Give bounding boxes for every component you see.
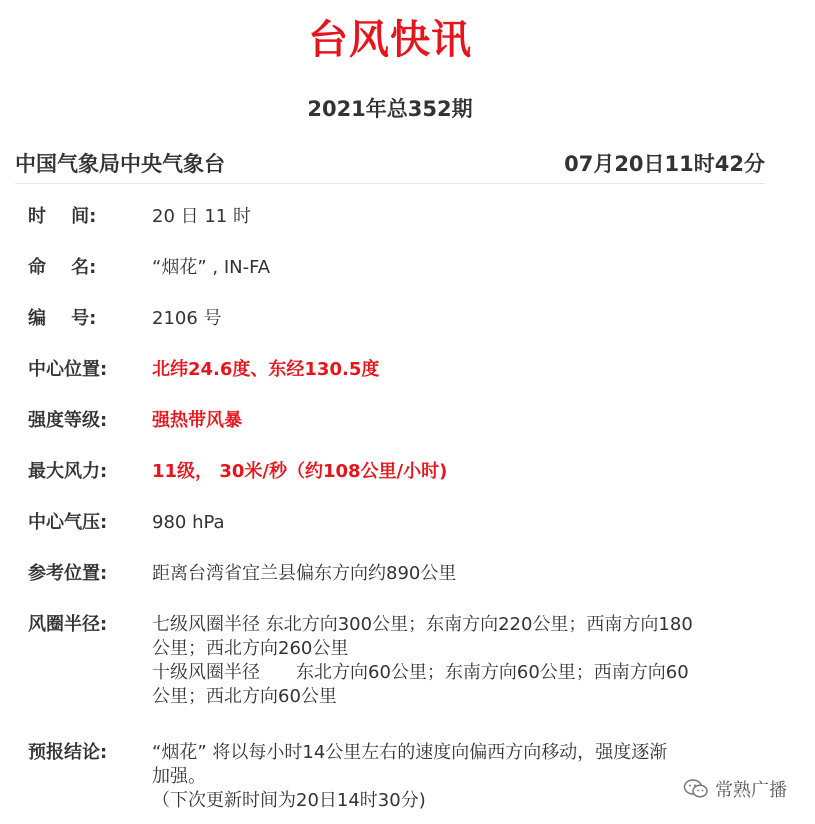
field-label: 强度等级: <box>28 410 108 431</box>
issued-time: 07月20日11时42分 <box>564 152 765 176</box>
header-divider <box>15 183 765 184</box>
field-label: 命 名: <box>28 257 97 278</box>
field-value: 20 日 11 时 <box>152 206 251 227</box>
field-label: 最大风力: <box>28 461 108 482</box>
agency-name: 中国气象局中央气象台 <box>15 152 225 176</box>
field-label: 风圈半径: <box>28 614 108 635</box>
field-label: 预报结论: <box>28 742 108 763</box>
field-value: 距离台湾省宜兰县偏东方向约890公里 <box>152 563 457 584</box>
watermark <box>683 776 787 802</box>
field-label: 参考位置: <box>28 563 108 584</box>
wechat-icon <box>683 778 709 800</box>
field-label: 时 间: <box>28 206 97 227</box>
field-value: 980 hPa <box>152 512 225 533</box>
issue-number: 2021年总352期 <box>307 97 473 121</box>
field-label: 中心位置: <box>28 359 108 380</box>
field-label: 编 号: <box>28 308 97 329</box>
field-label: 中心气压: <box>28 512 108 533</box>
field-value: 2106 号 <box>152 308 222 329</box>
page-title: 台风快讯 <box>308 17 472 63</box>
field-value: “烟花” 将以每小时14公里左右的速度向偏西方向移动，强度逐渐 加强。 （下次更新时间为20日14时30分) <box>152 742 668 811</box>
field-value: 北纬24.6度、东经130.5度 <box>152 359 380 380</box>
field-value: 七级风圈半径 东北方向300公里；东南方向220公里；西南方向180 公里；西北方向260公里 十级风圈半径 东北方向60公里；东南方向60公里；西南方向60 公里；西北方向60公里 <box>152 614 693 707</box>
field-value: 强热带风暴 <box>152 410 242 431</box>
field-value: “烟花” , IN-FA <box>152 257 271 278</box>
watermark-text: 常熟广播 <box>715 780 787 801</box>
field-value: 11级， 30米/秒（约108公里/小时) <box>152 461 448 482</box>
